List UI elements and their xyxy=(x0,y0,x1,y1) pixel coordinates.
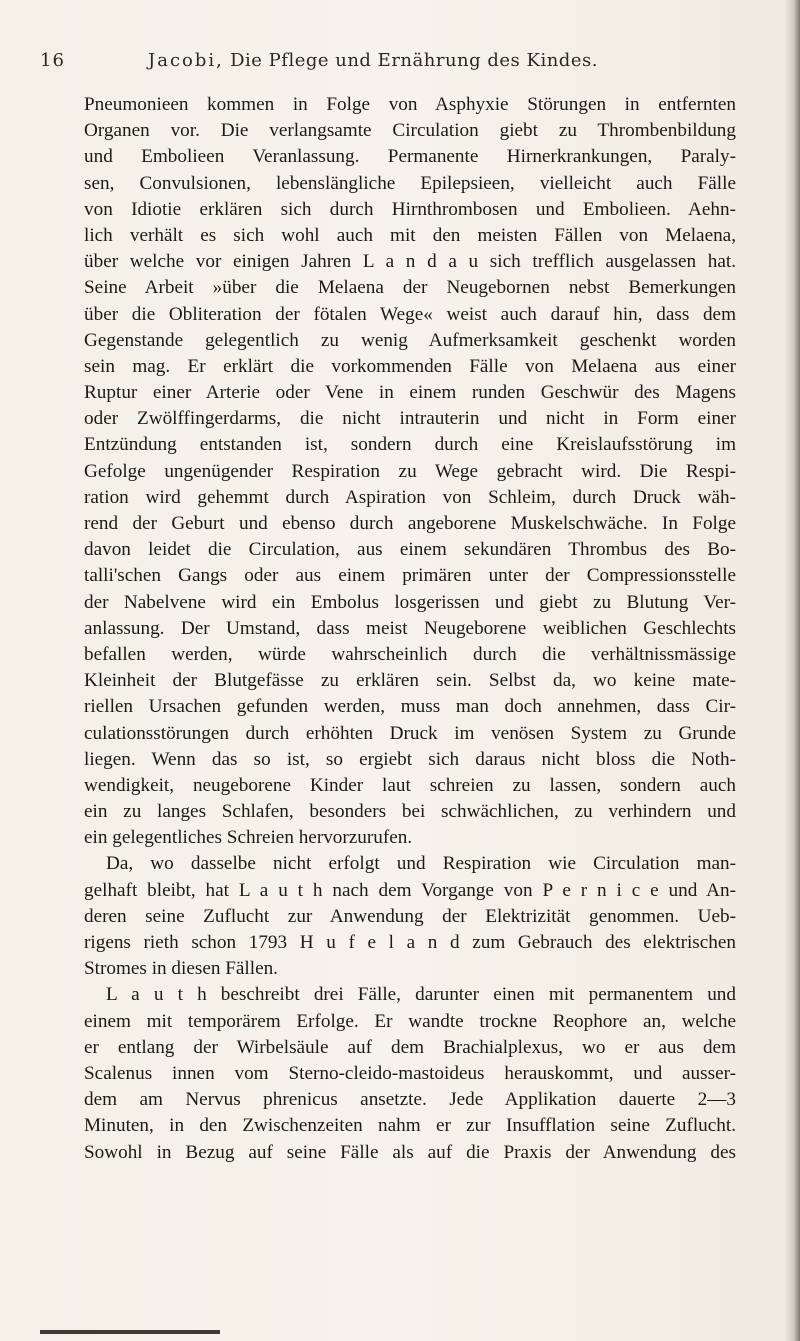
text-line: wendigkeit, neugeborene Kinder laut schreien zu lassen, sondern auch xyxy=(84,774,736,796)
text-line: ein zu langes Schlafen, besonders bei schwächlichen, zu verhindern und xyxy=(84,801,736,823)
page-edge-shadow xyxy=(784,0,800,1341)
text-line: von Idiotie erklären sich durch Hirnthrombosen und Embolieen. Aehn- xyxy=(84,198,736,220)
text-line: Organen vor. Die verlangsamte Circulation giebt zu Thrombenbildung xyxy=(84,120,736,142)
bottom-rule xyxy=(40,1330,220,1334)
text-line: Sowohl in Bezug auf seine Fälle als auf die Praxis der Anwendung des xyxy=(84,1141,736,1163)
text-line: lich verhält es sich wohl auch mit den meisten Fällen von Melaena, xyxy=(84,224,736,246)
text-line: Kleinheit der Blutgefässe zu erklären sein. Selbst da, wo keine mate- xyxy=(84,670,736,692)
page-number: 16 xyxy=(40,50,65,71)
text-line: liegen. Wenn das so ist, so ergiebt sich daraus nicht bloss die Noth- xyxy=(84,748,736,770)
text-line: deren seine Zuflucht zur Anwendung der Elektrizität genommen. Ueb- xyxy=(84,905,736,927)
text-line: gelhaft bleibt, hat L a u t h nach dem Vorgange von P e r n i c e und An- xyxy=(84,879,736,901)
text-line: Gegenstande gelegentlich zu wenig Aufmerksamkeit geschenkt worden xyxy=(84,329,736,351)
running-head-title: Die Pflege und Ernährung des Kindes. xyxy=(230,50,598,71)
text-line: über welche vor einigen Jahren L a n d a u sich trefflich ausgelassen hat. xyxy=(84,251,736,273)
text-line: einem mit temporärem Erfolge. Er wandte trockne Reophore an, welche xyxy=(84,1010,736,1032)
text-line: Da, wo dasselbe nicht erfolgt und Respiration wie Circulation man- xyxy=(106,853,736,875)
text-line: culationsstörungen durch erhöhten Druck im venösen System zu Grunde xyxy=(84,722,736,744)
running-head xyxy=(148,50,598,71)
text-line: über die Obliteration der fötalen Wege« weist auch darauf hin, dass dem xyxy=(84,303,736,325)
text-line: oder Zwölffingerdarms, die nicht intrauterin und nicht in Form einer xyxy=(84,408,736,430)
text-line: sen, Convulsionen, lebenslängliche Epilepsieen, vielleicht auch Fälle xyxy=(84,172,736,194)
text-line: befallen werden, würde wahrscheinlich durch die verhältnissmässige xyxy=(84,643,736,665)
text-line: riellen Ursachen gefunden werden, muss man doch annehmen, dass Cir- xyxy=(84,696,736,718)
text-line: dem am Nervus phrenicus ansetzte. Jede Applikation dauerte 2—3 xyxy=(84,1089,736,1111)
page-header xyxy=(40,50,750,76)
text-line: Entzündung entstanden ist, sondern durch eine Kreislaufsstörung im xyxy=(84,434,736,456)
text-line: rend der Geburt und ebenso durch angeborene Muskelschwäche. In Folge xyxy=(84,513,736,534)
text-line: davon leidet die Circulation, aus einem sekundären Thrombus des Bo- xyxy=(84,539,736,561)
running-head-author: Jacobi, xyxy=(148,50,224,71)
text-line: ration wird gehemmt durch Aspiration von Schleim, durch Druck wäh- xyxy=(84,486,736,508)
text-line: ein gelegentliches Schreien hervorzurufen. xyxy=(84,827,413,849)
text-line: er entlang der Wirbelsäule auf dem Brachialplexus, wo er aus dem xyxy=(84,1036,736,1058)
body-text xyxy=(84,92,736,1166)
text-line: sein mag. Er erklärt die vorkommenden Fälle von Melaena aus einer xyxy=(84,355,736,377)
text-line: Stromes in diesen Fällen. xyxy=(84,958,278,980)
text-line: L a u t h beschreibt drei Fälle, darunter einen mit permanentem und xyxy=(106,984,736,1006)
text-line: rigens rieth schon 1793 H u f e l a n d zum Gebrauch des elektrischen xyxy=(84,932,736,953)
text-line: Seine Arbeit »über die Melaena der Neugebornen nebst Bemerkungen xyxy=(84,277,736,299)
text-line: Minuten, in den Zwischenzeiten nahm er zur Insufflation seine Zuflucht. xyxy=(84,1115,736,1137)
text-line: anlassung. Der Umstand, dass meist Neugeborene weiblichen Geschlechts xyxy=(84,617,736,639)
text-line: und Embolieen Veranlassung. Permanente Hirnerkrankungen, Paraly- xyxy=(84,146,736,168)
text-line: Scalenus innen vom Sterno-cleido-mastoideus herauskommt, und ausser- xyxy=(84,1062,736,1084)
text-line: der Nabelvene wird ein Embolus losgerissen und giebt zu Blutung Ver- xyxy=(84,591,736,613)
text-line: Ruptur einer Arterie oder Vene in einem runden Geschwür des Magens xyxy=(84,382,736,404)
text-line: Gefolge ungenügender Respiration zu Wege gebracht wird. Die Respi- xyxy=(84,460,736,482)
text-line: Pneumonieen kommen in Folge von Asphyxie Störungen in entfernten xyxy=(84,94,736,115)
text-line: talli'schen Gangs oder aus einem primären unter der Compressionsstelle xyxy=(84,565,736,587)
